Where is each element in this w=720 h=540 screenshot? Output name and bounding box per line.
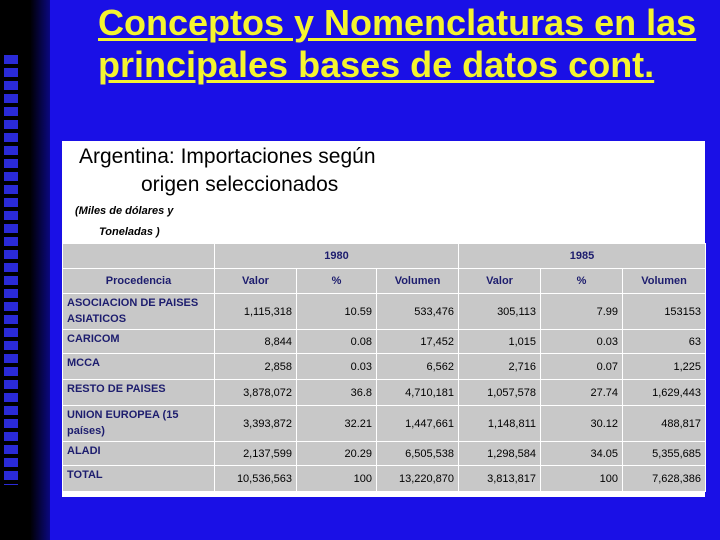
cell-value: 1,015 [459, 330, 541, 354]
cell-value: 7.99 [541, 294, 623, 330]
cell-value: 3,813,817 [459, 466, 541, 492]
cell-value: 6,562 [377, 354, 459, 380]
col-header-valor-1985: Valor [459, 269, 541, 294]
bullet-squares-column [4, 55, 18, 485]
col-header-volumen-1985: Volumen [623, 269, 706, 294]
cell-value: 13,220,870 [377, 466, 459, 492]
cell-value: 0.03 [297, 354, 377, 380]
col-header-percent-1985: % [541, 269, 623, 294]
units-note-line2: Toneladas ) [99, 226, 160, 238]
table-row [63, 380, 706, 406]
cell-value: 1,447,661 [377, 406, 459, 442]
cell-value: 7,628,386 [623, 466, 706, 492]
table-row [63, 442, 706, 466]
row-label: ASOCIACION DE PAISES ASIATICOS [63, 294, 215, 330]
row-label: ALADI [63, 442, 215, 466]
cell-value: 0.08 [297, 330, 377, 354]
cell-value: 17,452 [377, 330, 459, 354]
row-label: MCCA [63, 354, 215, 380]
table-row [63, 330, 706, 354]
cell-value: 6,505,538 [377, 442, 459, 466]
cell-value: 100 [541, 466, 623, 492]
table-row [63, 354, 706, 380]
column-header-row [63, 269, 706, 294]
cell-value: 1,629,443 [623, 380, 706, 406]
cell-value: 4,710,181 [377, 380, 459, 406]
table-row [63, 406, 706, 442]
row-label: TOTAL [63, 466, 215, 492]
cell-value: 5,355,685 [623, 442, 706, 466]
col-header-percent-1980: % [297, 269, 377, 294]
col-header-valor-1980: Valor [215, 269, 297, 294]
cell-value: 10.59 [297, 294, 377, 330]
cell-value: 30.12 [541, 406, 623, 442]
empty-header-cell [63, 244, 215, 269]
cell-value: 533,476 [377, 294, 459, 330]
cell-value: 1,298,584 [459, 442, 541, 466]
cell-value: 34.05 [541, 442, 623, 466]
cell-value: 10,536,563 [215, 466, 297, 492]
year-1985-header: 1985 [459, 244, 706, 269]
table-row-total [63, 466, 706, 492]
imports-table [62, 243, 706, 492]
cell-value: 1,115,318 [215, 294, 297, 330]
table-title-line1: Argentina: Importaciones según [79, 145, 376, 168]
table-row [63, 294, 706, 330]
cell-value: 36.8 [297, 380, 377, 406]
cell-value: 3,393,872 [215, 406, 297, 442]
cell-value: 488,817 [623, 406, 706, 442]
cell-value: 0.03 [541, 330, 623, 354]
cell-value: 1,148,811 [459, 406, 541, 442]
cell-value: 305,113 [459, 294, 541, 330]
cell-value: 153153 [623, 294, 706, 330]
cell-value: 2,716 [459, 354, 541, 380]
col-header-volumen-1980: Volumen [377, 269, 459, 294]
col-header-procedencia: Procedencia [63, 269, 215, 294]
row-label: RESTO DE PAISES [63, 380, 215, 406]
cell-value: 20.29 [297, 442, 377, 466]
cell-value: 1,057,578 [459, 380, 541, 406]
cell-value: 0.07 [541, 354, 623, 380]
units-note-line1: (Miles de dólares y [75, 205, 174, 217]
year-1980-header: 1980 [215, 244, 459, 269]
cell-value: 32.21 [297, 406, 377, 442]
cell-value: 27.74 [541, 380, 623, 406]
row-label: CARICOM [63, 330, 215, 354]
cell-value: 1,225 [623, 354, 706, 380]
cell-value: 3,878,072 [215, 380, 297, 406]
table-image-panel [62, 141, 705, 497]
year-header-row [63, 244, 706, 269]
table-title-line2: origen seleccionados [141, 173, 339, 196]
cell-value: 8,844 [215, 330, 297, 354]
row-label: UNION EUROPEA (15 países) [63, 406, 215, 442]
cell-value: 2,137,599 [215, 442, 297, 466]
left-decorative-bar [0, 0, 50, 540]
slide-title: Conceptos y Nomenclaturas en las principales bases de datos cont. [98, 2, 697, 85]
cell-value: 2,858 [215, 354, 297, 380]
cell-value: 63 [623, 330, 706, 354]
cell-value: 100 [297, 466, 377, 492]
